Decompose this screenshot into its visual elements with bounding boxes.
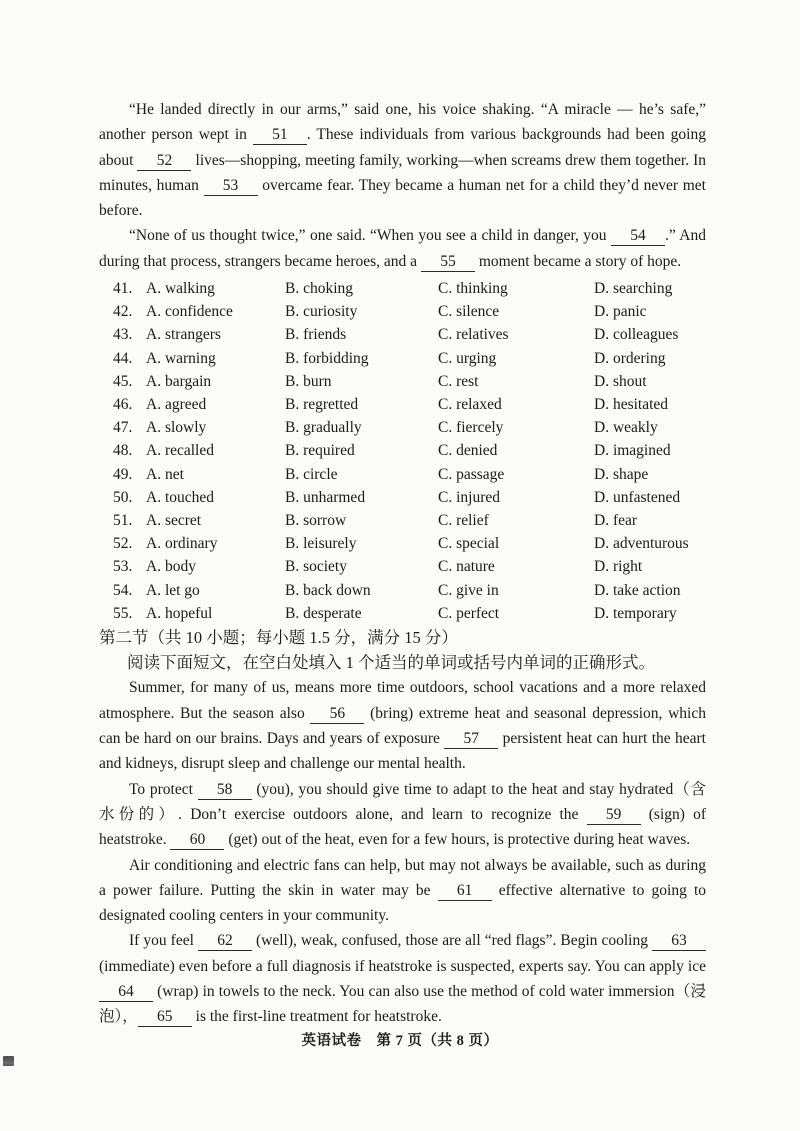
option-b: B. choking <box>285 280 354 298</box>
option-d: D. ordering <box>594 349 666 367</box>
question-number: 46. <box>113 396 133 414</box>
blank-52: 52 <box>137 152 191 171</box>
option-c: C. nature <box>438 558 495 576</box>
question-number: 50. <box>113 488 133 506</box>
option-d: D. hesitated <box>594 396 669 414</box>
option-c: C. relief <box>438 511 489 529</box>
scan-artifact <box>3 1056 14 1066</box>
question-number: 48. <box>113 442 133 460</box>
option-b: B. desperate <box>285 604 362 622</box>
option-b: B. required <box>285 442 355 460</box>
option-row-53 <box>113 555 706 578</box>
passage-paragraph: To protect 58 (you), you should give time to adapt to the heat and stay hydrated（含水份的）. Don’t exercise outdoors alone, and learn to recognize the 59 (sign) of heatstroke. 60 (get) out of the heat, even for a few hours, is protective during heat waves. <box>99 780 707 849</box>
option-d: D. fear <box>594 511 638 529</box>
options-table <box>113 277 706 625</box>
option-c: C. special <box>438 535 500 553</box>
option-a: A. ordinary <box>146 535 218 553</box>
option-a: A. bargain <box>146 372 212 390</box>
option-b: B. society <box>285 558 347 576</box>
option-row-51 <box>113 509 706 532</box>
option-d: D. adventurous <box>594 535 689 553</box>
question-number: 41. <box>113 280 133 298</box>
cloze-passage <box>99 97 706 274</box>
blank-64: 64 <box>99 983 153 1002</box>
option-c: C. relatives <box>438 326 509 344</box>
question-number: 47. <box>113 419 133 437</box>
option-b: B. circle <box>285 465 338 483</box>
option-b: B. regretted <box>285 396 359 414</box>
option-a: A. let go <box>146 581 200 599</box>
option-a: A. slowly <box>146 419 207 437</box>
option-a: A. confidence <box>146 303 233 321</box>
option-a: A. hopeful <box>146 604 213 622</box>
question-number: 55. <box>113 604 133 622</box>
option-row-45 <box>113 370 706 393</box>
question-number: 44. <box>113 349 133 367</box>
option-a: A. touched <box>146 488 215 506</box>
option-d: D. shout <box>594 372 647 390</box>
option-b: B. back down <box>285 581 371 599</box>
option-d: D. right <box>594 558 643 576</box>
option-c: C. passage <box>438 465 505 483</box>
section2-instruction: 阅读下面短文，在空白处填入 1 个适当的单词或括号内单词的正确形式。 <box>127 653 655 673</box>
question-number: 49. <box>113 465 133 483</box>
option-b: B. burn <box>285 372 332 390</box>
option-c: C. fiercely <box>438 419 504 437</box>
question-number: 51. <box>113 511 133 529</box>
option-c: C. urging <box>438 349 497 367</box>
option-d: D. temporary <box>594 604 677 622</box>
option-row-44 <box>113 347 706 370</box>
option-c: C. silence <box>438 303 500 321</box>
passage-paragraph: Summer, for many of us, means more time outdoors, school vacations and a more relaxed atmosphere. But the season also 56 (bring) extreme heat and seasonal depression, which can be hard on our brains. Days and years of exposure 57 persistent heat can hurt the heart and kidneys, disrupt sleep and challenge our mental health. <box>99 679 706 773</box>
option-d: D. searching <box>594 280 673 298</box>
blank-61: 61 <box>438 882 492 901</box>
passage-paragraph: “None of us thought twice,” one said. “When you see a child in danger, you 54 .” And during that process, strangers became heroes, and a 55 moment became a story of hope. <box>99 227 707 270</box>
option-c: C. injured <box>438 488 500 506</box>
option-b: B. friends <box>285 326 347 344</box>
blank-54: 54 <box>611 227 665 246</box>
blank-60: 60 <box>170 831 224 850</box>
section2-heading: 第二节（共 10 小题；每小题 1.5 分，满分 15 分） <box>99 627 458 647</box>
option-b: B. sorrow <box>285 511 347 529</box>
blank-58: 58 <box>198 781 252 800</box>
option-b: B. unharmed <box>285 488 366 506</box>
option-row-48 <box>113 439 706 462</box>
blank-53: 53 <box>204 177 258 196</box>
page-content <box>99 97 706 1030</box>
option-c: C. give in <box>438 581 499 599</box>
option-row-46 <box>113 393 706 416</box>
option-b: B. gradually <box>285 419 362 437</box>
option-d: D. take action <box>594 581 681 599</box>
option-row-50 <box>113 486 706 509</box>
question-number: 52. <box>113 535 133 553</box>
option-a: A. recalled <box>146 442 214 460</box>
option-b: B. curiosity <box>285 303 358 321</box>
option-row-47 <box>113 416 706 439</box>
option-d: D. colleagues <box>594 326 679 344</box>
option-a: A. secret <box>146 511 202 529</box>
option-c: C. perfect <box>438 604 500 622</box>
option-c: C. relaxed <box>438 396 502 414</box>
option-d: D. shape <box>594 465 649 483</box>
option-row-43 <box>113 323 706 346</box>
option-d: D. weakly <box>594 419 658 437</box>
fill-in-passage <box>99 675 706 1029</box>
option-a: A. warning <box>146 349 216 367</box>
blank-63: 63 <box>652 932 706 951</box>
option-a: A. walking <box>146 280 215 298</box>
option-a: A. net <box>146 465 184 483</box>
option-row-49 <box>113 463 706 486</box>
page-footer: 英语试卷 第 7 页（共 8 页） <box>301 1033 499 1049</box>
question-number: 53. <box>113 558 133 576</box>
blank-51: 51 <box>253 126 307 145</box>
question-number: 54. <box>113 581 133 599</box>
blank-56: 56 <box>310 705 364 724</box>
option-a: A. agreed <box>146 396 207 414</box>
option-a: A. body <box>146 558 196 576</box>
passage-paragraph: If you feel 62 (well), weak, confused, those are all “red flags”. Begin cooling 63 (immediate) even before a full diagnosis if heatstroke is suspected, experts say. You can apply ice 64 (wrap) in towels to the neck. You can also use the method of cold water immersion（浸泡）， 65 is the first-line treatment for heatstroke. <box>99 932 706 1026</box>
option-b: B. forbidding <box>285 349 369 367</box>
blank-59: 59 <box>587 806 641 825</box>
option-a: A. strangers <box>146 326 221 344</box>
option-d: D. unfastened <box>594 488 681 506</box>
blank-57: 57 <box>444 730 498 749</box>
option-row-54 <box>113 579 706 602</box>
option-c: C. rest <box>438 372 479 390</box>
option-row-55 <box>113 602 706 625</box>
passage-paragraph: Air conditioning and electric fans can help, but may not always be available, such as during a power failure. Putting the skin in water may be 61 effective alternative to going to designated cooling centers in your community. <box>99 856 707 925</box>
option-row-41 <box>113 277 706 300</box>
passage-paragraph: “He landed directly in our arms,” said one, his voice shaking. “A miracle — he’s safe,” another person wept in 51 . These individuals from various backgrounds had been going about 52 lives—shopping, meeting family, working—when screams drew them together. In minutes, human 53 overcame fear. They became a human net for a child they’d never met before. <box>99 101 706 220</box>
option-c: C. thinking <box>438 280 508 298</box>
option-row-52 <box>113 532 706 555</box>
blank-65: 65 <box>138 1008 192 1027</box>
option-row-42 <box>113 300 706 323</box>
blank-62: 62 <box>198 932 252 951</box>
question-number: 43. <box>113 326 133 344</box>
question-number: 42. <box>113 303 133 321</box>
option-c: C. denied <box>438 442 498 460</box>
question-number: 45. <box>113 372 133 390</box>
option-d: D. imagined <box>594 442 671 460</box>
option-b: B. leisurely <box>285 535 357 553</box>
option-d: D. panic <box>594 303 647 321</box>
blank-55: 55 <box>421 253 475 272</box>
